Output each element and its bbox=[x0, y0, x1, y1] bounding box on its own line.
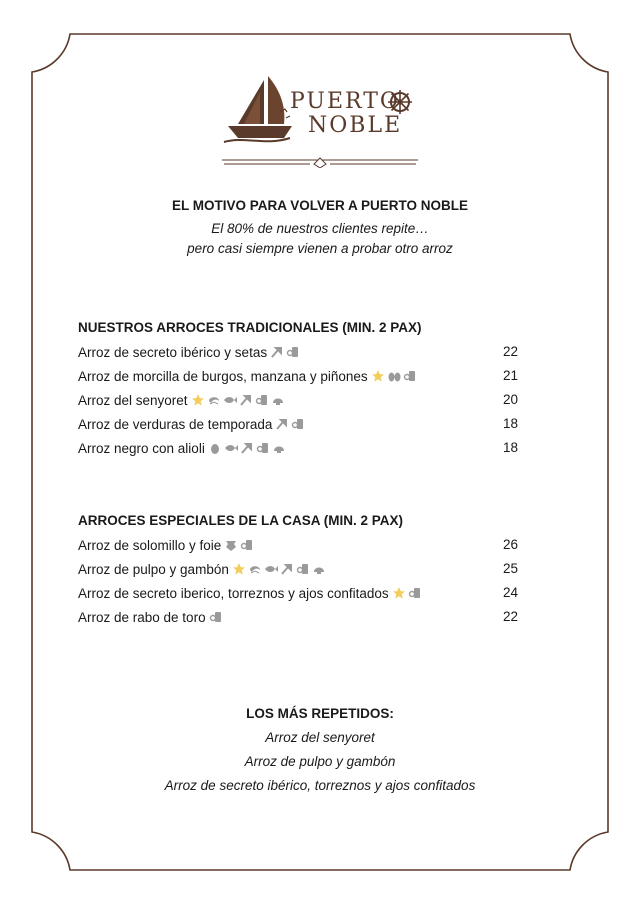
mollusc-icon bbox=[271, 393, 285, 407]
menu-item-row bbox=[78, 535, 518, 555]
celery-icon bbox=[239, 393, 253, 407]
fish-icon bbox=[223, 393, 237, 407]
crustacean-icon bbox=[248, 562, 262, 576]
mustard-icon bbox=[286, 345, 300, 359]
mustard-icon bbox=[256, 441, 270, 455]
ornament-divider bbox=[222, 156, 418, 168]
menu-item-row bbox=[78, 607, 518, 627]
brand-line-1: PUERTO bbox=[290, 89, 400, 114]
menu-item-name: Arroz negro con alioli bbox=[78, 440, 205, 456]
mustard-icon bbox=[296, 562, 310, 576]
egg-icon bbox=[208, 441, 222, 455]
favorite-item: Arroz del senyoret bbox=[265, 730, 375, 745]
menu-item-name: Arroz de solomillo y foie bbox=[78, 537, 222, 553]
star-icon bbox=[392, 586, 406, 600]
star-icon bbox=[371, 369, 385, 383]
allergen-icons bbox=[270, 345, 300, 359]
menu-item-price: 21 bbox=[502, 368, 518, 383]
menu-item-name: Arroz de verduras de temporada bbox=[78, 416, 273, 432]
menu-item-name: Arroz del senyoret bbox=[78, 392, 188, 408]
menu-item-name: Arroz de morcilla de burgos, manzana y piñones bbox=[78, 368, 368, 384]
allergen-icons bbox=[232, 562, 326, 576]
menu-item-row bbox=[78, 414, 518, 434]
allergen-icons bbox=[224, 538, 254, 552]
menu-item-row bbox=[78, 559, 518, 579]
menu-item-price: 20 bbox=[502, 392, 518, 407]
favorite-item: Arroz de pulpo y gambón bbox=[244, 754, 396, 769]
celery-icon bbox=[240, 441, 254, 455]
favorite-item: Arroz de secreto ibérico, torreznos y ajos confitados bbox=[164, 778, 476, 793]
menu-item-row bbox=[78, 342, 518, 362]
menu-item-price: 24 bbox=[502, 585, 518, 600]
intro-line-2: pero casi siempre vienen a probar otro arroz bbox=[187, 241, 453, 256]
menu-item-price: 18 bbox=[502, 416, 518, 431]
menu-item-price: 26 bbox=[502, 537, 518, 552]
intro-line-1: El 80% de nuestros clientes repite… bbox=[211, 221, 429, 236]
menu-item-name: Arroz de rabo de toro bbox=[78, 609, 206, 625]
milk-icon bbox=[224, 538, 238, 552]
celery-icon bbox=[275, 417, 289, 431]
menu-item-row bbox=[78, 583, 518, 603]
traditional-section-title: NUESTROS ARROCES TRADICIONALES (MIN. 2 PAX) bbox=[78, 320, 422, 335]
allergen-icons bbox=[209, 610, 223, 624]
mollusc-icon bbox=[312, 562, 326, 576]
fish-icon bbox=[224, 441, 238, 455]
menu-item-row bbox=[78, 366, 518, 386]
menu-item-row bbox=[78, 390, 518, 410]
mustard-icon bbox=[408, 586, 422, 600]
star-icon bbox=[232, 562, 246, 576]
brand-line-2: NOBLE bbox=[308, 113, 403, 138]
menu-item-name: Arroz de pulpo y gambón bbox=[78, 561, 229, 577]
allergen-icons bbox=[392, 586, 422, 600]
favorites-title: LOS MÁS REPETIDOS: bbox=[246, 706, 394, 721]
mustard-icon bbox=[403, 369, 417, 383]
allergen-icons bbox=[208, 441, 286, 455]
crustacean-icon bbox=[207, 393, 221, 407]
celery-icon bbox=[270, 345, 284, 359]
allergen-icons bbox=[371, 369, 417, 383]
mollusc-icon bbox=[272, 441, 286, 455]
menu-item-price: 22 bbox=[502, 344, 518, 359]
celery-icon bbox=[280, 562, 294, 576]
intro-heading: EL MOTIVO PARA VOLVER A PUERTO NOBLE bbox=[171, 198, 469, 213]
menu-item-name: Arroz de secreto iberico, torreznos y ajos confitados bbox=[78, 585, 389, 601]
fish-icon bbox=[264, 562, 278, 576]
allergen-icons bbox=[275, 417, 305, 431]
menu-item-price: 25 bbox=[502, 561, 518, 576]
mustard-icon bbox=[240, 538, 254, 552]
menu-item-row bbox=[78, 438, 518, 458]
brand-name bbox=[290, 90, 402, 138]
menu-item-name: Arroz de secreto ibérico y setas bbox=[78, 344, 268, 360]
star-icon bbox=[191, 393, 205, 407]
menu-item-price: 22 bbox=[502, 609, 518, 624]
mustard-icon bbox=[209, 610, 223, 624]
special-section-title: ARROCES ESPECIALES DE LA CASA (MIN. 2 PAX) bbox=[78, 513, 404, 528]
mustard-icon bbox=[255, 393, 269, 407]
menu-item-price: 18 bbox=[502, 440, 518, 455]
nuts-icon bbox=[387, 369, 401, 383]
mustard-icon bbox=[291, 417, 305, 431]
allergen-icons bbox=[191, 393, 285, 407]
